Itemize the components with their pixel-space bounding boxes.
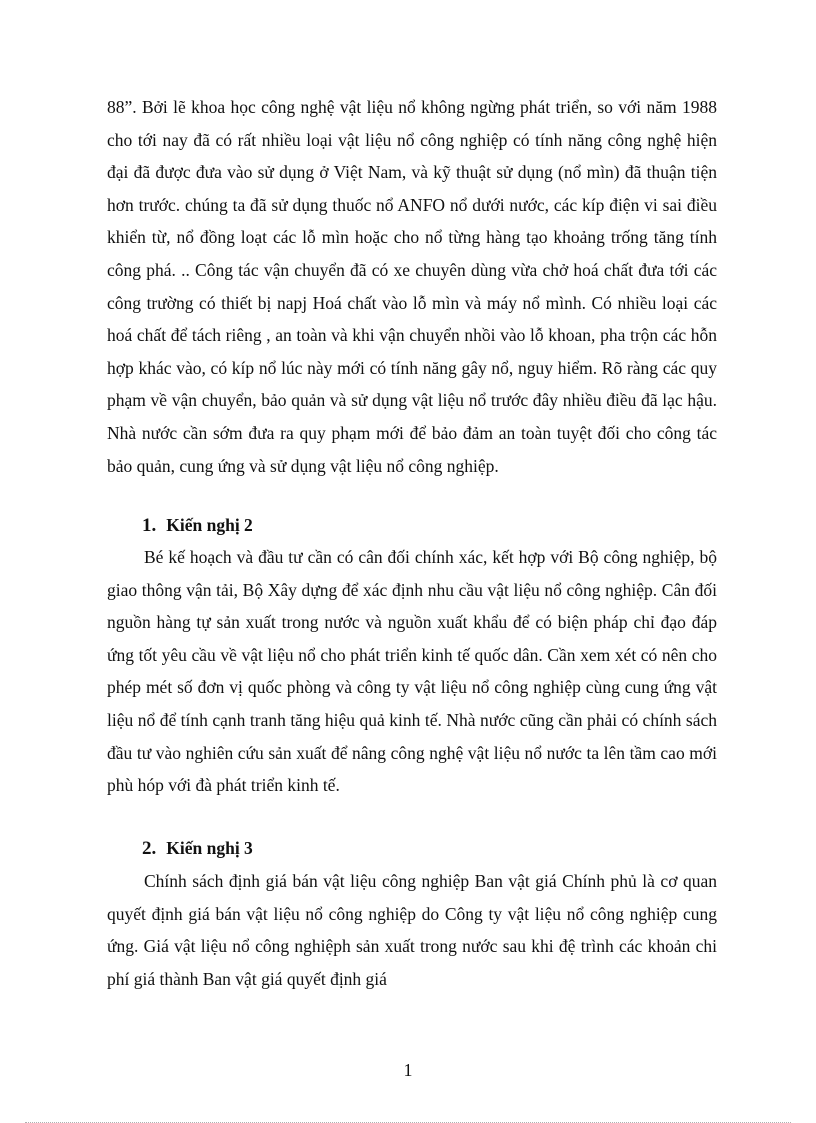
paragraph-section-1: Bé kế hoạch và đầu tư cần có cân đối chính xác, kết hợp với Bộ công nghiệp, bộ giao thông vận tải, Bộ Xây dựng để xác định nhu cầu vật liệu nổ công nghiệp. Cân đối nguồn hàng tự sản xuất trong nước và nguồn xuất khẩu để có biện pháp chỉ đạo đáp ứng tốt yêu cầu về vật liệu nổ cho phát triển kinh tế quốc dân. Cần xem xét có nên cho phép mét số đơn vị quốc phòng và công ty vật liệu nổ công nghiệp cùng cung ứng vật liệu nổ để tính cạnh tranh tăng hiệu quả kinh tế. Nhà nước cũng cần phải có chính sách đầu tư vào nghiên cứu sản xuất để nâng công nghệ vật liệu nổ nước ta lên tầm cao mới phù hóp với đà phát triển kinh tế. <box>107 547 717 796</box>
heading-kien-nghi-3 <box>142 838 253 860</box>
paragraph-section-2: Chính sách định giá bán vật liệu công nghiệp Ban vật giá Chính phủ là cơ quan quyết định giá bán vật liệu nổ công nghiệp do Công ty vật liệu nổ công nghiệp cung ứng. Giá vật liệu nổ công nghiệph sản xuất trong nước sau khi đệ trình các khoản chi phí giá thành Ban vật giá quyết định giá <box>107 871 717 989</box>
heading-number: 1. <box>142 515 157 536</box>
heading-number: 2. <box>142 838 157 859</box>
heading-title: Kiến nghị 2 <box>166 515 253 535</box>
page-number: 1 <box>403 1060 413 1080</box>
paragraph-intro: 88”. Bởi lẽ khoa học công nghệ vật liệu nổ không ngừng phát triển, so với năm 1988 cho tới nay đã có rất nhiều loại vật liệu nổ công nghiệp có tính năng công nghệ hiện đại đã được đưa vào sử dụng ở Việt Nam, và kỹ thuật sử dụng (nổ mìn) đã thuận tiện hơn trước. chúng ta đã sử dụng thuốc nổ ANFO nổ dưới nước, các kíp điện vi sai điều khiển từ, nổ đồng loạt các lỗ mìn hoặc cho nổ từng hàng tạo khoảng trống tăng tính công phá. .. Công tác vận chuyển đã có xe chuyên dùng vừa chở hoá chất đưa tới các công trường có thiết bị napj Hoá chất vào lỗ mìn và máy nổ mình. Có nhiều loại các hoá chất để tách riêng , an toàn và khi vận chuyển nhồi vào lỗ khoan, pha trộn các hỗn hợp khác vào, có kíp nổ lúc này mới có tính năng gây nổ, nguy hiểm. Rõ ràng các quy phạm về vận chuyển, bảo quản và sử dụng vật liệu nổ trước đây nhiều điều đã lạc hậu. Nhà nước cần sớm đưa ra quy phạm mới để bảo đảm an toàn tuyệt đối cho công tác bảo quản, cung ứng và sử dụng vật liệu nổ công nghiệp. <box>107 97 717 476</box>
heading-title: Kiến nghị 3 <box>166 838 253 858</box>
heading-kien-nghi-2 <box>142 515 253 537</box>
